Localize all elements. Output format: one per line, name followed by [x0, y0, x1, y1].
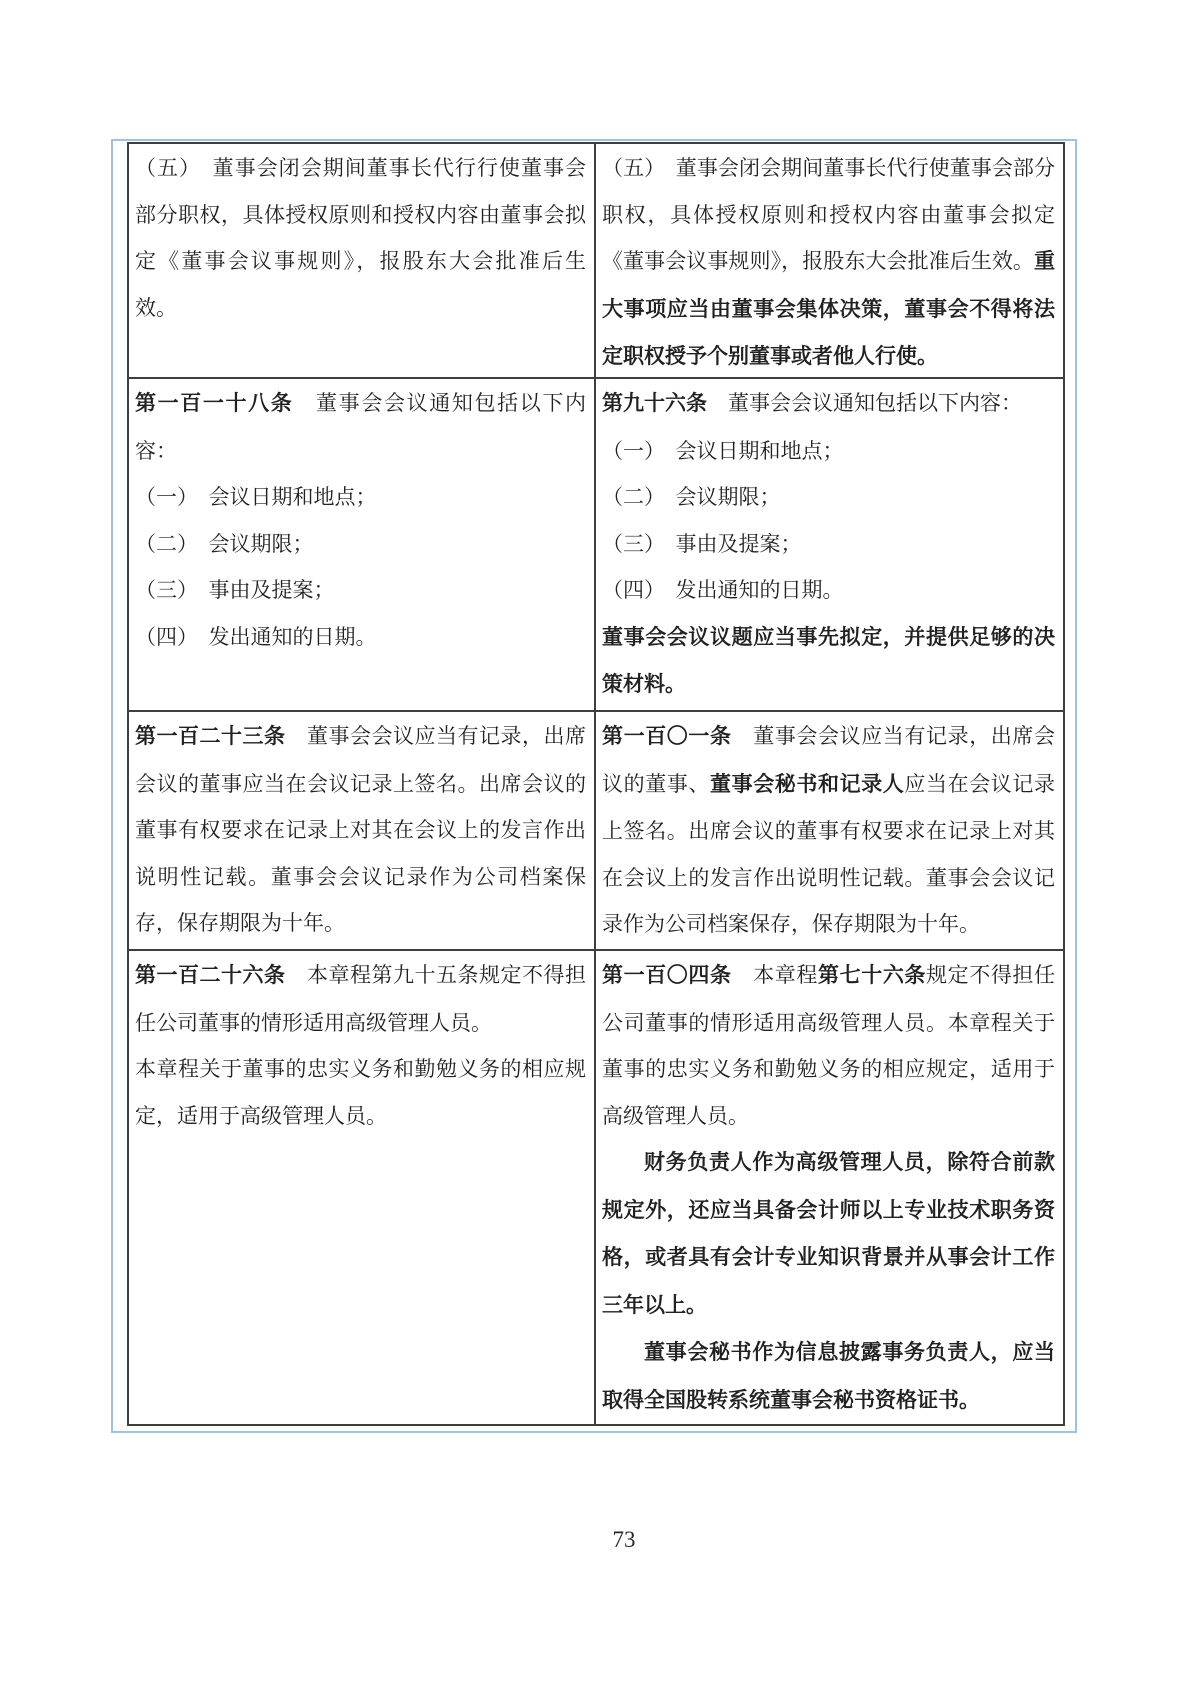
bold-text-run: 董事会秘书作为信息披露事务负责人，应当取得全国股转系统董事会秘书资格证书。	[602, 1341, 1055, 1412]
bold-text-run: 第一百一十八条	[135, 392, 294, 415]
bold-text-run: 第七十六条	[818, 964, 927, 987]
text-run: 本章程第九十五条规定不得担任公司董事的情形适用高级管理人员。	[135, 963, 586, 1035]
new-clause-cell	[596, 144, 1063, 379]
old-clause-cell	[129, 951, 596, 1424]
old-clause-cell	[129, 144, 596, 379]
text-run: 本章程关于董事的忠实义务和勤勉义务的相应规定，适用于高级管理人员。	[135, 1057, 586, 1128]
clause-paragraph	[135, 567, 586, 614]
text-run: 董事会会议通知包括以下内容：	[135, 391, 586, 463]
clause-paragraph	[602, 713, 1055, 948]
text-run: （四） 发出通知的日期。	[602, 578, 844, 602]
new-clause-cell	[596, 379, 1063, 712]
bold-text-run: 第九十六条	[602, 392, 707, 415]
text-run: 董事会会议通知包括以下内容：	[707, 391, 1022, 415]
clause-paragraph	[135, 1046, 586, 1139]
clause-paragraph	[135, 952, 586, 1046]
comparison-table	[127, 142, 1065, 1426]
text-run: （一） 会议日期和地点；	[135, 485, 377, 509]
text-run: （三） 事由及提案；	[602, 531, 802, 556]
clause-paragraph	[602, 567, 1055, 614]
text-run: （五） 董事会闭会期间董事长代行使董事会部分职权，具体授权原则和授权内容由董事会拟定《董事会议事规则》，报股东大会批准后生效。	[602, 156, 1055, 273]
text-run: 董事会会议应当有记录，出席会议的董事应当在会议记录上签名。出席会议的董事有权要求在记录上对其在会议上的发言作出说明性记载。董事会会议记录作为公司档案保存，保存期限为十年。	[135, 724, 586, 935]
text-run: （二） 会议期限；	[602, 485, 781, 509]
text-run: （三） 事由及提案；	[135, 578, 335, 602]
bold-text-run: 重大事项应当由董事会集体决策，董事会不得将法定职权授予个别董事或者他人行使。	[602, 250, 1055, 368]
bold-text-run: 第一百〇一条	[602, 725, 732, 748]
new-clause-cell	[596, 712, 1063, 951]
bold-text-run: 董事会秘书和记录人	[710, 772, 905, 796]
text-run: （一） 会议日期和地点；	[602, 438, 844, 463]
old-clause-cell	[129, 379, 596, 712]
clause-paragraph	[135, 380, 586, 474]
page-number: 73	[612, 1527, 636, 1552]
text-run: （四） 发出通知的日期。	[135, 624, 377, 649]
text-run: 规定不得担任公司董事的情形适用高级管理人员。本章程关于董事的忠实义务和勤勉义务的相应规定，适用于高级管理人员。	[602, 963, 1056, 1128]
clause-paragraph	[602, 474, 1055, 521]
old-clause-cell	[129, 712, 596, 951]
clause-paragraph	[135, 145, 586, 331]
clause-paragraph	[602, 952, 1055, 1139]
clause-paragraph	[602, 380, 1055, 428]
clause-paragraph	[135, 474, 586, 521]
clause-paragraph	[135, 713, 586, 947]
new-clause-cell	[596, 951, 1063, 1424]
text-run: （五） 董事会闭会期间董事长代行行使董事会部分职权，具体授权原则和授权内容由董事会拟定《董事会议事规则》，报股东大会批准后生效。	[135, 156, 586, 320]
bold-text-run: 第一百〇四条	[602, 964, 732, 987]
clause-paragraph	[602, 521, 1055, 568]
text-run: 应当在会议记录上签名。出席会议的董事有权要求在记录上对其在会议上的发言作出说明性记载。董事会会议记录作为公司档案保存，保存期限为十年。	[602, 771, 1056, 936]
text-run: 本章程	[731, 963, 819, 987]
text-run: 董事会会议应当有记录，出席会议的董事、	[602, 724, 1056, 796]
table-outer-border	[111, 139, 1077, 1433]
bold-text-run: 董事会会议议题应当事先拟定，并提供足够的决策材料。	[602, 625, 1055, 696]
clause-paragraph	[602, 145, 1055, 379]
clause-paragraph	[602, 1139, 1055, 1329]
clause-paragraph	[135, 521, 586, 568]
bold-text-run: 第一百二十三条	[135, 725, 286, 748]
bold-text-run: 第一百二十六条	[135, 964, 286, 987]
bold-text-run: 财务负责人作为高级管理人员，除符合前款规定外，还应当具备会计师以上专业技术职务资格，或者具有会计专业知识背景并从事会计工作三年以上。	[602, 1151, 1055, 1317]
clause-paragraph	[602, 614, 1055, 709]
clause-paragraph	[602, 428, 1055, 475]
text-run: （二） 会议期限；	[135, 531, 314, 556]
clause-paragraph	[602, 1329, 1055, 1424]
clause-paragraph	[135, 614, 586, 661]
